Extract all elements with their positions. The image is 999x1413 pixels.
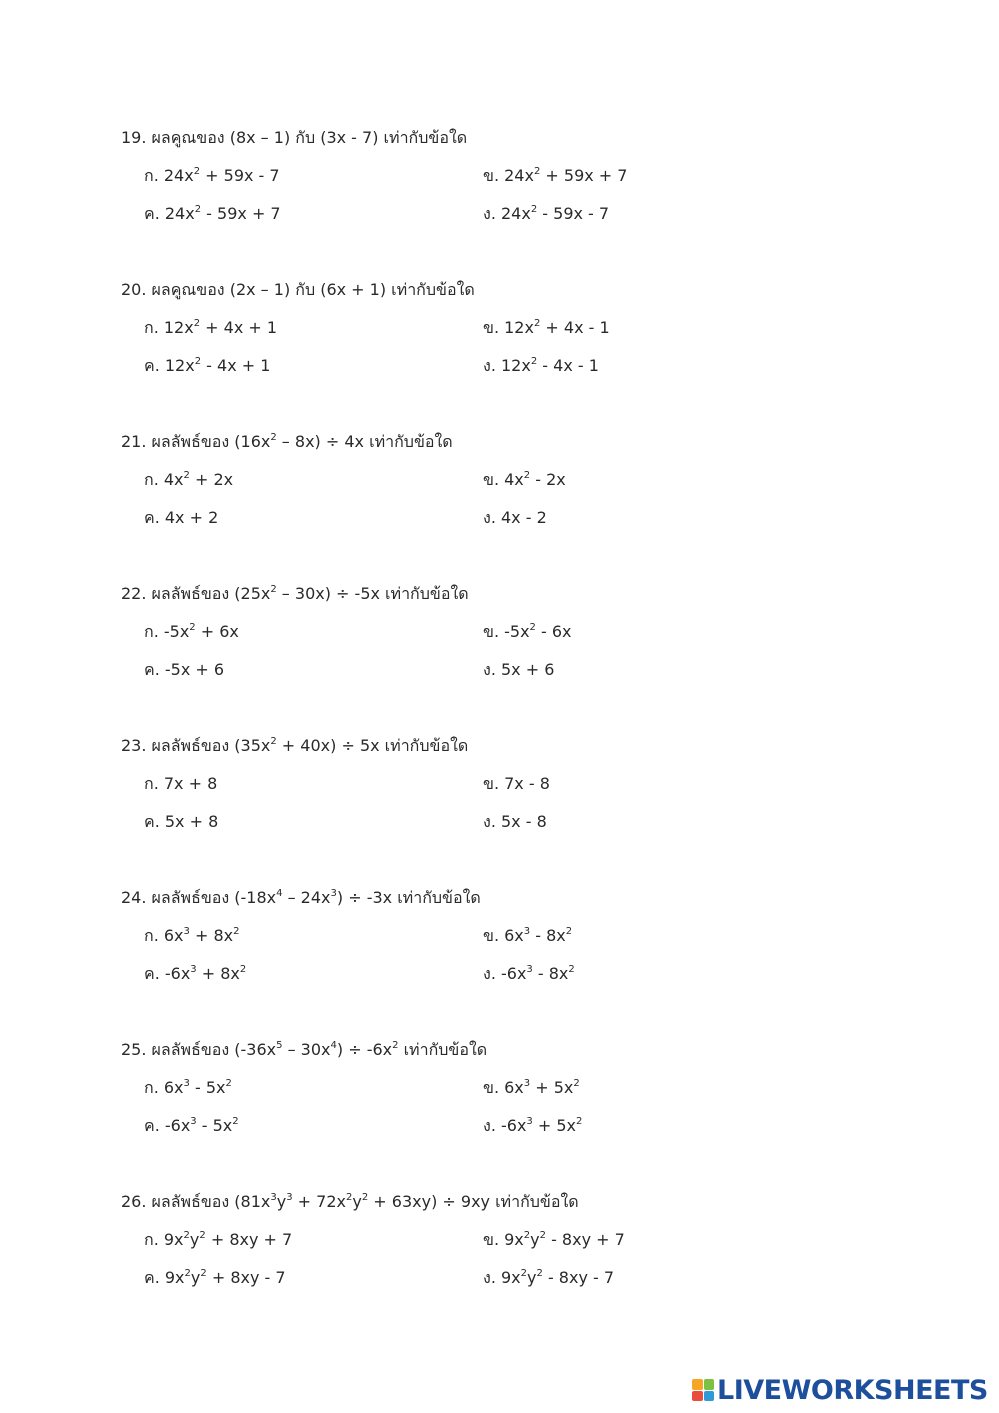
question-22-option-2: ข. $-5x^2 - 6x$ [483,622,572,641]
question-22-option-4: ง. 5x + 6 [483,660,555,679]
question-23: 23. ผลลัพธ์ของ $(35x^2 + 40x) \div 5x$ เท่ากับข้อใด [121,736,469,755]
question-23-option-1: ก. 7x + 8 [144,774,218,793]
question-25-option-2: ข. $6x^3 + 5x^2$ [483,1078,580,1097]
question-19-option-3: ค. $24x^2 - 59x + 7$ [144,204,281,223]
question-19-option-4: ง. $24x^2 - 59x - 7$ [483,204,610,223]
question-23-option-4: ง. 5x - 8 [483,812,547,831]
question-21: 21. ผลลัพธ์ของ $(16x^2 - 8x) \div 4x$ เท่ากับข้อใด [121,432,453,451]
question-20-option-1: ก. $12x^2 + 4x + 1$ [144,318,278,337]
question-25-option-4: ง. $-6x^3 + 5x^2$ [483,1116,583,1135]
question-21-option-3: ค. 4x + 2 [144,508,219,527]
question-19-option-2: ข. $24x^2 + 59x + 7$ [483,166,628,185]
question-21-option-2: ข. $4x^2 - 2x$ [483,470,566,489]
question-26-option-4: ง. $9x^2y^2 - 8xy - 7$ [483,1268,615,1287]
liveworksheets-logo [692,1376,988,1404]
question-24-option-3: ค. $-6x^3 + 8x^2$ [144,964,247,983]
question-25: 25. ผลลัพธ์ของ $(-36x^5 - 30x^4) \div -6x^2$ เท่ากับข้อใด [121,1040,488,1059]
question-24-option-1: ก. $6x^3 + 8x^2$ [144,926,240,945]
question-23-option-2: ข. 7x - 8 [483,774,550,793]
question-20-option-4: ง. $12x^2 - 4x - 1$ [483,356,599,375]
question-26: 26. ผลลัพธ์ของ $(81x^3y^3 + 72x^2y^2 + 63xy) \div 9xy$ เท่ากับข้อใด [121,1192,579,1211]
question-26-option-3: ค. $9x^2y^2 + 8xy - 7$ [144,1268,286,1287]
question-24-option-4: ง. $-6x^3 - 8x^2$ [483,964,575,983]
question-25-option-3: ค. $-6x^3 - 5x^2$ [144,1116,239,1135]
question-19: 19. ผลคูณของ (8x – 1) กับ (3x - 7) เท่ากับข้อใด [121,128,468,147]
question-20: 20. ผลคูณของ (2x – 1) กับ (6x + 1) เท่ากับข้อใด [121,280,475,299]
question-26-option-1: ก. $9x^2y^2 + 8xy + 7$ [144,1230,293,1249]
logo-text: LIVEWORKSHEETS [717,1374,988,1406]
question-25-option-1: ก. $6x^3 - 5x^2$ [144,1078,232,1097]
question-21-option-1: ก. $4x^2 + 2x$ [144,470,234,489]
liveworksheets-logo-icon [692,1379,714,1401]
question-19-option-1: ก. $24x^2 + 59x - 7$ [144,166,280,185]
question-22-option-1: ก. $-5x^2 + 6x$ [144,622,239,641]
question-23-option-3: ค. 5x + 8 [144,812,219,831]
question-22: 22. ผลลัพธ์ของ $(25x^2 - 30x) \div -5x$ เท่ากับข้อใด [121,584,469,603]
question-20-option-3: ค. $12x^2 - 4x + 1$ [144,356,271,375]
question-26-option-2: ข. $9x^2y^2 - 8xy + 7$ [483,1230,625,1249]
question-24: 24. ผลลัพธ์ของ $(-18x^4 - 24x^3) \div -3x$ เท่ากับข้อใด [121,888,481,907]
question-22-option-3: ค. -5x + 6 [144,660,225,679]
question-20-option-2: ข. $12x^2 + 4x - 1$ [483,318,610,337]
question-21-option-4: ง. 4x - 2 [483,508,547,527]
question-24-option-2: ข. $6x^3 - 8x^2$ [483,926,573,945]
